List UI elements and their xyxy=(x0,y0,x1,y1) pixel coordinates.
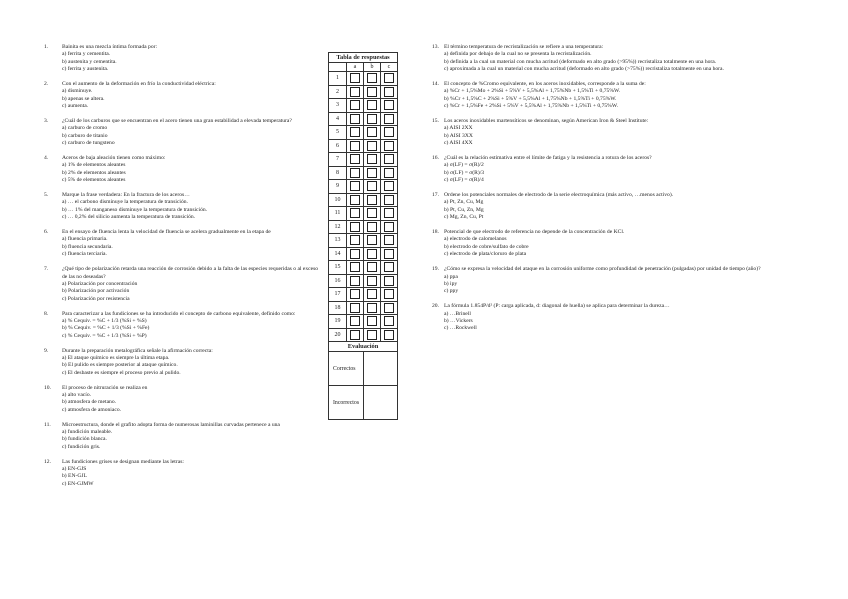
answer-checkbox[interactable] xyxy=(350,181,360,191)
question-option: c) ferrita y austenita. xyxy=(62,66,109,73)
question-item xyxy=(44,459,322,489)
answer-checkbox[interactable] xyxy=(384,73,394,83)
answer-checkbox[interactable] xyxy=(367,262,377,272)
question-option: c) ppy xyxy=(444,288,459,295)
answer-cell xyxy=(364,207,381,221)
question-option: c) %Cr + 1,5%Fe + 2%Si + 5%V + 5,5%Al + 1,75%Nb + 1,5%Ti + 0,75%W. xyxy=(444,103,618,110)
question-option: c) σ(LF) = σ(R)/4 xyxy=(444,177,484,184)
question-option: a) fluencia primaria. xyxy=(62,236,108,243)
answer-row-number: 6 xyxy=(329,139,347,153)
question-number: 18. xyxy=(432,229,439,236)
answer-checkbox[interactable] xyxy=(367,141,377,151)
question-option: c) fundición gris. xyxy=(62,443,101,450)
answer-cell xyxy=(347,193,364,207)
answer-cell xyxy=(381,288,398,302)
question-number: 4. xyxy=(44,155,49,162)
question-number: 15. xyxy=(432,118,439,125)
question-stem: Para caracterizar a las fundiciones se ha introducido el concepto de carbono equivalente, definido como: xyxy=(62,310,296,317)
answer-row xyxy=(329,126,398,140)
answer-cell xyxy=(364,234,381,248)
answer-checkbox[interactable] xyxy=(367,330,377,340)
answer-row xyxy=(329,220,398,234)
answer-checkbox[interactable] xyxy=(384,181,394,191)
answer-checkbox[interactable] xyxy=(350,262,360,272)
answer-cell xyxy=(381,234,398,248)
question-option: c) fluencia terciaria. xyxy=(62,251,107,258)
question-option: c) Mg, Zn, Cu, Pt xyxy=(444,214,484,221)
question-item xyxy=(44,348,322,378)
question-option: b) 2% de elementos aleantes xyxy=(62,169,126,176)
answer-checkbox[interactable] xyxy=(350,303,360,313)
answer-row-number: 5 xyxy=(329,126,347,140)
answer-row-number: 15 xyxy=(329,261,347,275)
answer-cell xyxy=(381,99,398,113)
answer-row xyxy=(329,261,398,275)
question-option: c) EN-GJMW xyxy=(62,480,94,487)
answer-checkbox[interactable] xyxy=(367,114,377,124)
question-item xyxy=(432,303,807,333)
answer-cell xyxy=(347,85,364,99)
answer-row xyxy=(329,112,398,126)
question-option: c) AISI 4XX xyxy=(444,140,473,147)
answer-cell xyxy=(381,247,398,261)
question-option: a) electrodo de calomelanos xyxy=(444,236,507,243)
question-option: a) Polarización por concentración xyxy=(62,280,138,287)
answer-column-header-a: a xyxy=(347,63,364,72)
answer-cell xyxy=(347,180,364,194)
answer-checkbox[interactable] xyxy=(350,87,360,97)
answer-row xyxy=(329,99,398,113)
question-option: a) %Cr + 1,5%Mo + 2%Si + 5%V + 5,5%Al + 1,75%Nb + 1,5%Ti + 0,75%W. xyxy=(444,88,621,95)
question-option: c) aproximada a la cual un material con mucha acritud (deformado en alto grado (>75%)) recristaliza totalmente en una hora. xyxy=(444,66,724,73)
answer-cell xyxy=(381,261,398,275)
answer-cell xyxy=(364,153,381,167)
answer-cell xyxy=(364,166,381,180)
answer-row-number: 8 xyxy=(329,166,347,180)
answer-checkbox[interactable] xyxy=(367,195,377,205)
answer-cell xyxy=(381,153,398,167)
answer-cell xyxy=(364,288,381,302)
answer-checkbox[interactable] xyxy=(350,235,360,245)
answer-cell xyxy=(381,274,398,288)
answer-row-number: 4 xyxy=(329,112,347,126)
question-number: 17. xyxy=(432,192,439,199)
answer-cell xyxy=(364,72,381,86)
question-stem: ¿Cuál de los carburos que se encuentran en el acero tienen una gran estabilidad a elevada temperatura? xyxy=(62,118,292,125)
answer-cell xyxy=(347,247,364,261)
question-option: b) fundición blanca. xyxy=(62,436,107,443)
question-number: 6. xyxy=(44,229,49,236)
answer-checkbox[interactable] xyxy=(350,154,360,164)
answer-cell xyxy=(381,301,398,315)
answer-cell xyxy=(381,85,398,99)
question-number: 14. xyxy=(432,81,439,88)
answer-table-title: Tabla de respuestas xyxy=(329,53,398,63)
answer-checkbox[interactable] xyxy=(367,249,377,259)
evaluation-correct-field[interactable] xyxy=(364,352,398,386)
question-item xyxy=(432,192,807,222)
answer-checkbox[interactable] xyxy=(350,195,360,205)
question-stem: Bainita es una mezcla íntima formada por: xyxy=(62,44,158,50)
answer-row-number: 2 xyxy=(329,85,347,99)
answer-cell xyxy=(364,112,381,126)
answer-row-number: 9 xyxy=(329,180,347,194)
question-number: 13. xyxy=(432,44,439,50)
answer-cell xyxy=(381,315,398,329)
answer-row xyxy=(329,72,398,86)
question-item xyxy=(432,155,807,185)
question-stem: La fórmula 1.854P/d² (P: carga aplicada, d: diagonal de huella) se aplica para determinar la dureza… xyxy=(444,303,670,310)
answer-cell xyxy=(347,274,364,288)
question-option: a) carburo de cromo xyxy=(62,125,108,132)
answer-cell xyxy=(347,139,364,153)
answer-checkbox[interactable] xyxy=(384,249,394,259)
question-option: b) %Cr + 1,5%C + 2%Si + 5%V + 5,5%Al + 1,75%Nb + 1,5%Ti + 0,75%W. xyxy=(444,95,617,102)
answer-row xyxy=(329,139,398,153)
question-stem: Los aceros inoxidables martensíticos se denominan, según American Iron & Steel Institute: xyxy=(444,118,649,125)
answer-cell xyxy=(364,301,381,315)
evaluation-title: Evaluación xyxy=(329,342,398,352)
question-option: b) carburo de titanio xyxy=(62,132,108,139)
question-option: c) …Rockwell xyxy=(444,325,477,332)
question-stem: ¿Qué tipo de polarización retarda una reacción de corrosión debido a la falta de las especies requeridas o al exceso de las no deseadas? xyxy=(62,266,319,280)
answer-cell xyxy=(347,112,364,126)
question-option: b) fluencia secundaria. xyxy=(62,243,113,250)
answer-row-number: 18 xyxy=(329,301,347,315)
question-stem: El concepto de %Cromo equivalente, en los aceros inoxidables, corresponde a la suma de: xyxy=(444,81,646,88)
question-option: a) ppa xyxy=(444,273,458,280)
answer-checkbox[interactable] xyxy=(350,73,360,83)
answer-row xyxy=(329,301,398,315)
question-option: b) electrodo de cobre/sulfato de cobre xyxy=(444,243,529,250)
answer-cell xyxy=(347,72,364,86)
answer-checkbox[interactable] xyxy=(350,222,360,232)
answer-table xyxy=(328,52,398,420)
answer-checkbox[interactable] xyxy=(384,262,394,272)
answer-row xyxy=(329,85,398,99)
question-item xyxy=(44,44,322,74)
answer-checkbox[interactable] xyxy=(384,127,394,137)
question-number: 10. xyxy=(44,384,51,391)
answer-checkbox[interactable] xyxy=(350,100,360,110)
question-stem: Microestructura, donde el grafito adopta forma de numerosas laminillas curvadas pertenece a una xyxy=(62,421,280,428)
question-option: a) AISI 2XX xyxy=(444,125,473,132)
answer-checkbox[interactable] xyxy=(367,276,377,286)
answer-checkbox[interactable] xyxy=(384,222,394,232)
answer-cell xyxy=(381,328,398,342)
question-item xyxy=(432,118,807,148)
answer-cell xyxy=(364,220,381,234)
answer-row xyxy=(329,207,398,221)
answer-cell xyxy=(364,315,381,329)
question-number: 3. xyxy=(44,118,49,125)
answer-cell xyxy=(381,139,398,153)
answer-cell xyxy=(381,193,398,207)
answer-row xyxy=(329,166,398,180)
answer-checkbox[interactable] xyxy=(384,87,394,97)
answer-checkbox[interactable] xyxy=(384,100,394,110)
question-option: a) alto vacío. xyxy=(62,391,92,398)
question-option: b) El pulido es siempre posterior al ataque químico. xyxy=(62,362,178,369)
question-option: b) atmosfera de metano. xyxy=(62,399,117,406)
answer-checkbox[interactable] xyxy=(367,100,377,110)
answer-cell xyxy=(347,166,364,180)
answer-cell xyxy=(364,99,381,113)
answer-checkbox[interactable] xyxy=(384,276,394,286)
answer-checkbox[interactable] xyxy=(384,303,394,313)
question-option: b) AISI 3XX xyxy=(444,132,473,139)
question-option: b) …Vickers xyxy=(444,317,473,324)
question-option: b) ipy xyxy=(444,280,458,287)
answer-row xyxy=(329,193,398,207)
answer-checkbox[interactable] xyxy=(384,235,394,245)
answer-checkbox[interactable] xyxy=(367,289,377,299)
question-option: c) Polarización por resistencia xyxy=(62,295,130,302)
answer-row-number: 13 xyxy=(329,234,347,248)
answer-checkbox[interactable] xyxy=(367,168,377,178)
answer-checkbox[interactable] xyxy=(384,316,394,326)
questions-left-column xyxy=(44,44,322,496)
answer-table-corner xyxy=(329,63,347,72)
answer-cell xyxy=(381,220,398,234)
answer-column-header-c: c xyxy=(381,63,398,72)
answer-row-number: 14 xyxy=(329,247,347,261)
evaluation-incorrect-field[interactable] xyxy=(364,386,398,420)
answer-checkbox[interactable] xyxy=(350,289,360,299)
question-option: a) … el carbono disminuye la temperatura de transición. xyxy=(62,199,188,206)
question-option: b) definida a la cual un material con mucha acritud (deformado en alto grado (>95%)) recristaliza totalmente en una hora. xyxy=(444,58,717,65)
answer-cell xyxy=(381,72,398,86)
answer-checkbox[interactable] xyxy=(350,141,360,151)
answer-cell xyxy=(347,261,364,275)
answer-checkbox[interactable] xyxy=(350,249,360,259)
question-number: 9. xyxy=(44,347,49,354)
answer-cell xyxy=(364,180,381,194)
question-option: b) EN-GJL xyxy=(62,473,88,480)
answer-checkbox[interactable] xyxy=(367,316,377,326)
answer-row xyxy=(329,153,398,167)
question-item xyxy=(44,422,322,452)
answer-checkbox[interactable] xyxy=(384,114,394,124)
question-stem: ¿Cómo se expresa la velocidad del ataque en la corrosión uniforme como profundidad de penetración (pulgadas) por unidad de tiempo (año)? xyxy=(444,266,761,273)
answer-checkbox[interactable] xyxy=(384,195,394,205)
answer-row xyxy=(329,315,398,329)
question-item xyxy=(44,155,322,185)
answer-row-number: 12 xyxy=(329,220,347,234)
question-item xyxy=(432,44,807,74)
answer-checkbox[interactable] xyxy=(350,127,360,137)
answer-checkbox[interactable] xyxy=(350,316,360,326)
answer-checkbox[interactable] xyxy=(367,208,377,218)
answer-checkbox[interactable] xyxy=(367,127,377,137)
answer-row-number: 10 xyxy=(329,193,347,207)
answer-checkbox[interactable] xyxy=(367,181,377,191)
question-stem: Potencial de que electrodo de referencia no depende de la concentración de KCl. xyxy=(444,229,625,236)
evaluation-incorrect-label: Incorrectos xyxy=(329,386,364,420)
question-item xyxy=(44,311,322,341)
question-option: c) El desbaste es siempre el proceso previo al pulido. xyxy=(62,369,181,376)
question-option: a) % Cequiv. = %C + 1/3 (%Si + %S) xyxy=(62,317,147,324)
question-option: a) 1% de elementos aleantes xyxy=(62,162,126,169)
question-stem: El proceso de nitruración se realiza en xyxy=(62,384,148,391)
question-option: c) aumenta. xyxy=(62,103,89,110)
answer-checkbox[interactable] xyxy=(384,289,394,299)
answer-checkbox[interactable] xyxy=(367,73,377,83)
questions-right-column xyxy=(432,44,807,340)
question-option: b) % Cequiv. = %C + 1/3 (%Si + %Fe) xyxy=(62,325,150,332)
question-stem: Ordene los potenciales normales de electrodo de la serie electroquímica (más activo, …menos activo). xyxy=(444,192,674,199)
answer-row-number: 20 xyxy=(329,328,347,342)
question-item xyxy=(432,266,807,296)
answer-checkbox[interactable] xyxy=(367,303,377,313)
answer-cell xyxy=(381,207,398,221)
answer-checkbox[interactable] xyxy=(384,141,394,151)
answer-cell xyxy=(364,328,381,342)
question-number: 5. xyxy=(44,192,49,199)
answer-checkbox[interactable] xyxy=(384,208,394,218)
answer-cell xyxy=(347,207,364,221)
answer-cell xyxy=(381,166,398,180)
answer-row-number: 1 xyxy=(329,72,347,86)
answer-cell xyxy=(381,112,398,126)
question-option: a) definida por debajo de la cual no se presenta la recristalización. xyxy=(444,51,592,58)
question-option: a) σ(LF) = σ(R)/2 xyxy=(444,162,484,169)
question-option: c) 5% de elementos aleantes xyxy=(62,177,126,184)
answer-checkbox[interactable] xyxy=(350,330,360,340)
answer-checkbox[interactable] xyxy=(350,114,360,124)
question-number: 8. xyxy=(44,310,49,317)
question-stem: Aceros de baja aleación tienen como máximo: xyxy=(62,155,166,162)
question-item xyxy=(432,229,807,259)
answer-cell xyxy=(364,126,381,140)
question-stem: Las fundiciones grises se designan mediante las letras: xyxy=(62,458,184,465)
question-option: c) carburo de tungsteno xyxy=(62,140,115,147)
answer-row-number: 19 xyxy=(329,315,347,329)
question-item xyxy=(44,81,322,111)
answer-cell xyxy=(347,234,364,248)
question-number: 7. xyxy=(44,266,49,273)
answer-checkbox[interactable] xyxy=(367,154,377,164)
answer-row-number: 17 xyxy=(329,288,347,302)
answer-checkbox[interactable] xyxy=(350,168,360,178)
answer-checkbox[interactable] xyxy=(350,276,360,286)
answer-cell xyxy=(347,288,364,302)
question-stem: Con el aumento de la deformación en frío la conductividad eléctrica: xyxy=(62,81,216,88)
answer-cell xyxy=(381,126,398,140)
answer-checkbox[interactable] xyxy=(367,222,377,232)
question-option: c) electrodo de plata/cloruro de plata xyxy=(444,251,527,258)
question-item xyxy=(44,118,322,148)
question-option: b) … 1% del manganeso disminuye la temperatura de transición. xyxy=(62,206,208,213)
question-stem: Durante la preparación metalográfica señale la afirmación correcta: xyxy=(62,347,213,354)
question-option: a) fundición maleable. xyxy=(62,428,113,435)
question-number: 12. xyxy=(44,458,51,465)
question-stem: Marque la frase verdadera: En la fractura de los aceros… xyxy=(62,192,190,199)
question-number: 1. xyxy=(44,44,49,50)
answer-row-number: 7 xyxy=(329,153,347,167)
answer-checkbox[interactable] xyxy=(350,208,360,218)
answer-cell xyxy=(347,315,364,329)
answer-row xyxy=(329,274,398,288)
answer-checkbox[interactable] xyxy=(384,154,394,164)
question-number: 20. xyxy=(432,303,439,310)
answer-row xyxy=(329,247,398,261)
answer-row xyxy=(329,180,398,194)
answer-cell xyxy=(364,193,381,207)
question-stem: El término temperatura de recristalización se refiere a una temperatura: xyxy=(444,44,604,50)
answer-checkbox[interactable] xyxy=(384,330,394,340)
question-stem: ¿Cuál es la relación estimativa entre el límite de fatiga y la resistencia a rotura de los aceros? xyxy=(444,155,652,162)
question-option: a) El ataque químico es siempre la última etapa. xyxy=(62,354,170,361)
question-option: a) disminuye. xyxy=(62,88,93,95)
question-item xyxy=(432,81,807,111)
answer-column-header-b: b xyxy=(364,63,381,72)
answer-checkbox[interactable] xyxy=(367,87,377,97)
answer-row-number: 3 xyxy=(329,99,347,113)
answer-row-number: 16 xyxy=(329,274,347,288)
question-number: 19. xyxy=(432,266,439,273)
answer-cell xyxy=(347,220,364,234)
question-option: b) σ(LF) = σ(R)/3 xyxy=(444,169,485,176)
answer-checkbox[interactable] xyxy=(367,235,377,245)
answer-row-number: 11 xyxy=(329,207,347,221)
evaluation-correct-label: Correctos xyxy=(329,352,364,386)
answer-checkbox[interactable] xyxy=(384,168,394,178)
answer-cell xyxy=(364,261,381,275)
question-item xyxy=(44,229,322,259)
answer-row xyxy=(329,234,398,248)
question-option: a) Pt, Zn, Cu, Mg xyxy=(444,199,484,206)
question-option: b) Pt, Cu, Zn, Mg xyxy=(444,206,484,213)
question-option: b) austenita y cementita. xyxy=(62,58,117,65)
question-item xyxy=(44,192,322,222)
question-number: 16. xyxy=(432,155,439,162)
answer-cell xyxy=(364,139,381,153)
question-option: a) …Brinell xyxy=(444,310,471,317)
answer-cell xyxy=(347,301,364,315)
question-item xyxy=(44,266,322,303)
answer-cell xyxy=(347,126,364,140)
answer-cell xyxy=(347,153,364,167)
question-option: a) ferrita y cementita. xyxy=(62,51,111,58)
question-option: b) Polarización por activación xyxy=(62,288,130,295)
answer-cell xyxy=(364,247,381,261)
answer-cell xyxy=(347,99,364,113)
answer-cell xyxy=(364,274,381,288)
answer-row xyxy=(329,328,398,342)
answer-cell xyxy=(381,180,398,194)
question-number: 11. xyxy=(44,421,51,428)
answer-row xyxy=(329,288,398,302)
question-option: c) atmosfera de amoniaco. xyxy=(62,406,122,413)
question-option: a) EN-GJS xyxy=(62,465,87,472)
question-item xyxy=(44,385,322,415)
question-option: c) … 0,2% del silicio aumenta la temperatura de transición. xyxy=(62,214,196,221)
question-option: b) apenas se altera. xyxy=(62,95,105,102)
answer-cell xyxy=(347,328,364,342)
question-number: 2. xyxy=(44,81,49,88)
answer-cell xyxy=(364,85,381,99)
question-stem: En el ensayo de fluencia lenta la velocidad de fluencia se acelera gradualmente en la etapa de xyxy=(62,229,271,236)
question-option: c) % Cequiv. = %C + 1/3 (%Si + %P) xyxy=(62,332,147,339)
